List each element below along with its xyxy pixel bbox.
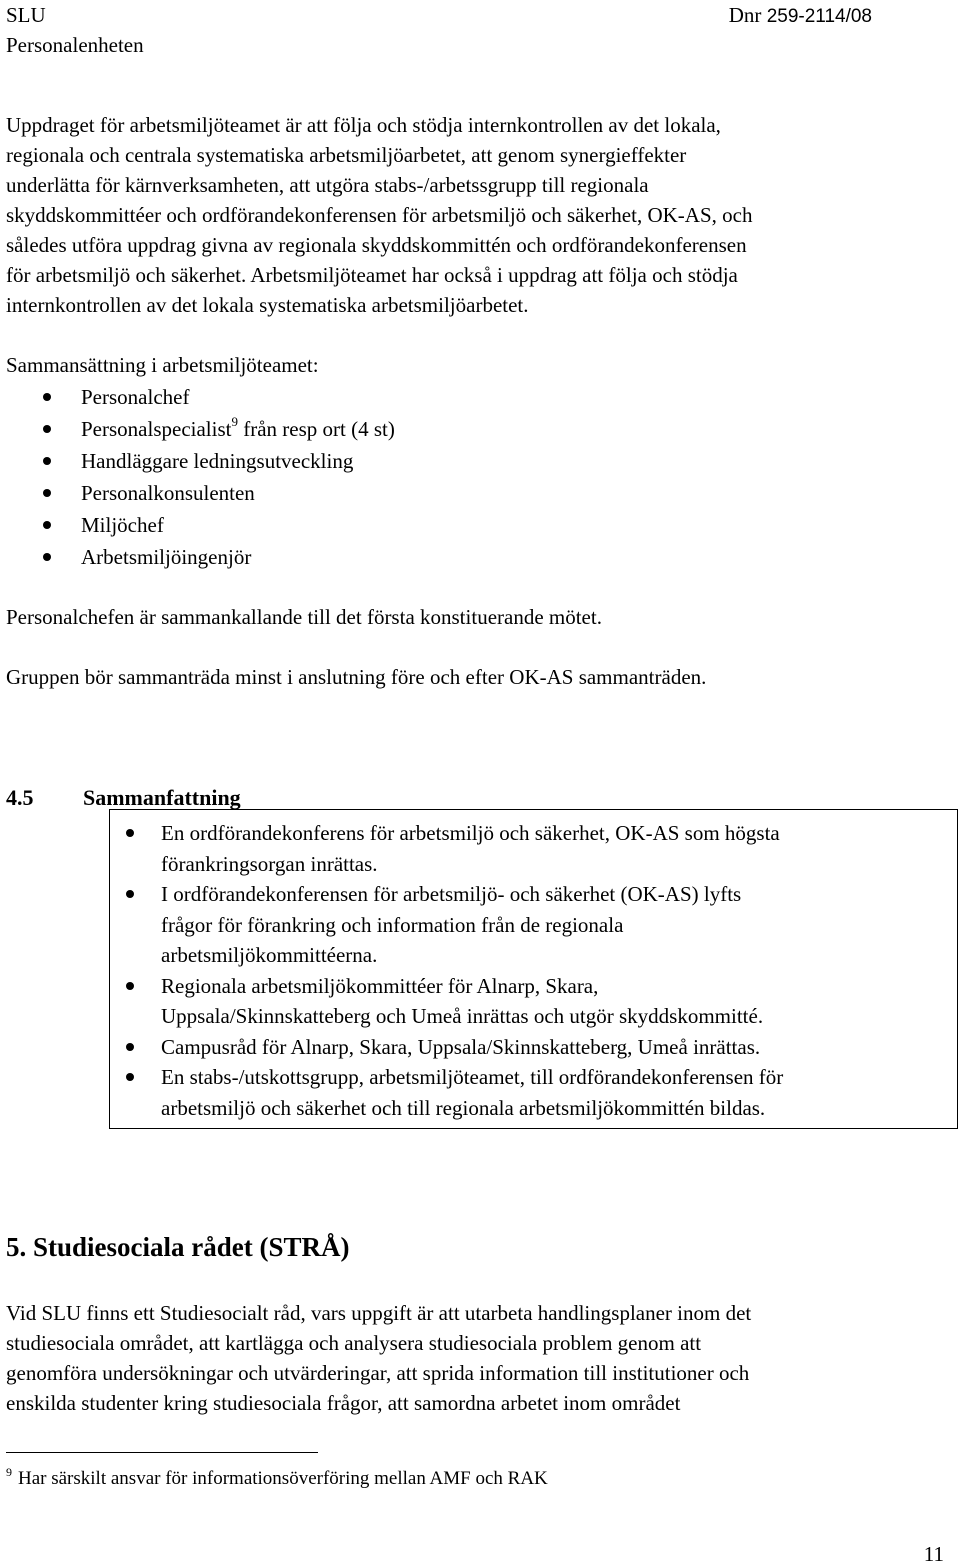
member-text: Arbetsmiljöingenjör (81, 545, 252, 569)
paragraph-stra (6, 1298, 946, 1418)
list-item (6, 509, 395, 541)
footnote-number: 9 (6, 1465, 12, 1479)
bullet-icon (126, 1073, 134, 1081)
text-line: således utföra uppdrag givna av regionala skyddskommittén och ordförandekonferensen (6, 233, 747, 257)
list-item (6, 445, 395, 477)
text-line: internkontrollen av det lokala systematiska arbetsmiljöarbetet. (6, 293, 529, 317)
list-item (6, 381, 395, 413)
paragraph-chef: Personalchefen är sammankallande till det första konstituerande mötet. (6, 605, 602, 629)
text-line: frågor för förankring och information från de regionala (161, 912, 624, 937)
text-line: skyddskommittéer och ordförandekonferensen för arbetsmiljö och säkerhet, OK-AS, och (6, 203, 753, 227)
header-org: SLU (6, 3, 46, 27)
paragraph-grupp: Gruppen bör sammanträda minst i anslutning före och efter OK-AS sammanträden. (6, 665, 707, 689)
text-line: regionala och centrala systematiska arbetsmiljöarbetet, att genom synergieffekter (6, 143, 687, 167)
page-number: 11 (923, 1542, 944, 1566)
summary-list (110, 818, 959, 1123)
bullet-icon (126, 1043, 134, 1051)
bullet-icon (43, 521, 51, 529)
list-item (110, 971, 951, 1032)
text-line: Uppdraget för arbetsmiljöteamet är att följa och stödja internkontrollen av det lokala, (6, 113, 721, 137)
text-line: Campusråd för Alnarp, Skara, Uppsala/Skinnskatteberg, Umeå inrättas. (161, 1034, 761, 1059)
member-text: Handläggare ledningsutveckling (81, 449, 354, 473)
text-line: studiesociala området, att kartlägga och analysera studiesociala problem genom att (6, 1331, 702, 1355)
summary-box (109, 809, 958, 1129)
text-line: för arbetsmiljö och säkerhet. Arbetsmiljöteamet har också i uppdrag att följa och stödja (6, 263, 738, 287)
text-line: I ordförandekonferensen för arbetsmiljö- och säkerhet (OK-AS) lyfts (161, 882, 742, 906)
member-text: Miljöchef (81, 513, 164, 537)
footnote-ref[interactable]: 9 (231, 414, 238, 429)
text-line: Uppsala/Skinnskatteberg och Umeå inrättas och utgör skyddskommitté. (161, 1004, 764, 1028)
bullet-icon (43, 553, 51, 561)
paragraph-mission (6, 110, 946, 320)
list-item (6, 413, 395, 445)
member-text: Personalchef (81, 385, 190, 409)
section-title: Sammanfattning (83, 785, 241, 810)
member-text: Personalspecialist (81, 417, 232, 441)
footnote (6, 1466, 548, 1492)
composition-intro: Sammansättning i arbetsmiljöteamet: (6, 353, 319, 377)
text-line: Vid SLU finns ett Studiesocialt råd, vars uppgift är att utarbeta handlingsplaner inom det (6, 1301, 752, 1325)
text-line: förankringsorgan inrättas. (161, 851, 378, 876)
list-item (110, 1032, 951, 1063)
section-heading-5: 5. Studiesociala rådet (STRÅ) (6, 1232, 350, 1262)
bullet-icon (43, 425, 51, 433)
text-line: genomföra undersökningar och utvärderingar, att sprida information till institutioner och (6, 1361, 750, 1385)
list-item (110, 879, 951, 971)
bullet-icon (43, 393, 51, 401)
bullet-icon (43, 489, 51, 497)
bullet-icon (126, 829, 134, 837)
text-line: arbetsmiljö och säkerhet och till regionala arbetsmiljökommittén bildas. (161, 1095, 766, 1120)
text-line: En stabs-/utskottsgrupp, arbetsmiljöteamet, till ordförandekonferensen för (161, 1065, 784, 1089)
member-text: Personalkonsulenten (81, 481, 255, 505)
header-dnr (729, 0, 872, 32)
member-list (6, 381, 395, 573)
list-item (6, 541, 395, 573)
footnote-separator (6, 1452, 318, 1453)
list-item (6, 477, 395, 509)
bullet-icon (126, 890, 134, 898)
header-left (6, 0, 144, 60)
header-unit: Personalenheten (6, 33, 144, 57)
text-line: Regionala arbetsmiljökommittéer för Alnarp, Skara, (161, 973, 599, 998)
dnr-label: Dnr (728, 3, 762, 27)
text-line: underlätta för kärnverksamheten, att utgöra stabs-/arbetssgrupp till regionala (6, 173, 649, 197)
bullet-icon (126, 982, 134, 990)
text-line: En ordförandekonferens för arbetsmiljö och säkerhet, OK-AS som högsta (161, 821, 780, 845)
footnote-text: Har särskilt ansvar för informationsöverföring mellan AMF och RAK (18, 1468, 548, 1489)
dnr-number: 259-2114/08 (766, 6, 872, 27)
section-number: 4.5 (6, 785, 34, 810)
text-line: arbetsmiljökommittéerna. (161, 943, 378, 967)
list-item (110, 1062, 951, 1123)
member-text-rest: från resp ort (4 st) (237, 417, 395, 441)
text-line: enskilda studenter kring studiesociala frågor, att samordna arbetet inom området (6, 1391, 681, 1415)
bullet-icon (43, 457, 51, 465)
list-item (110, 818, 951, 879)
